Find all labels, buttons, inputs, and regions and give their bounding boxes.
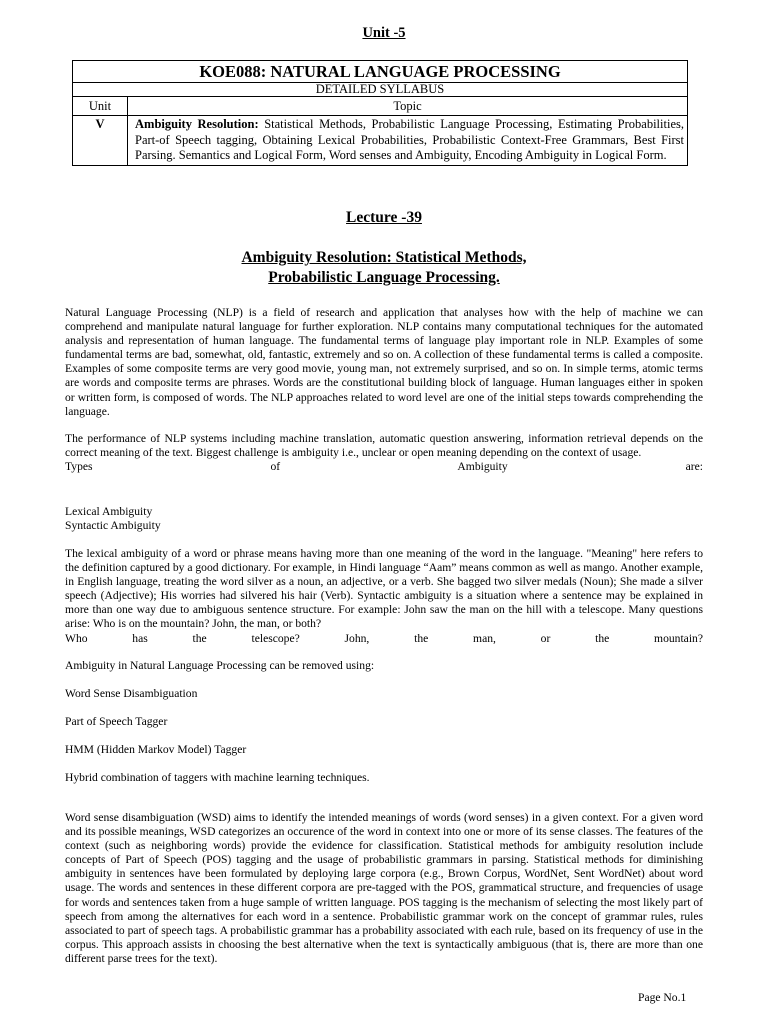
paragraph-text: Ambiguity in Natural Language Processing can be removed using: — [65, 659, 375, 672]
page-number: Page No.1 — [638, 991, 687, 1004]
types-of-ambiguity-line: Types of Ambiguity are: — [65, 460, 703, 474]
paragraph-text: Word sense disambiguation (WSD) aims to identify the intended meanings of words (word senses) in a given context. For a given word and its possible meanings, WSD categorizes an occurence of the word in context into one or more of its sense classes. The features of the context (such as neighboring words) provide the evidence for classification. Statistical methods for ambiguity resolution include concepts of Part of Speech (POS) tagging and the usage of probabilistic grammars in parsing. Statistical methods for diminishing ambiguity in sentences have been formulated by deploying large corpora (e.g., Brown Corpus, WordNet, Sent WordNet) about word usage. The words and sentences in these different corpora are pre-tagged with the POS, grammatical structure, and frequencies of usage for words and sentences taken from a huge sample of written language. POS tagging is the mechanism of selecting the most likely part of speech from among the alternatives for each word in a sentence. Probabilistic grammar work on the concept of grammar rules, rules associated to part of speech tags. A probabilistic grammar has a probability associated with each rule, based on its frequency of use in the corpus. This approach assists in choosing the best alternative when the text is syntactically ambiguous (that is, there are more than one different parse trees for the text). — [65, 811, 703, 965]
list-item: Lexical Ambiguity — [65, 505, 153, 518]
list-item — [65, 715, 703, 729]
removal-method: Word Sense Disambiguation — [65, 687, 198, 700]
unit-number: V — [73, 116, 128, 166]
paragraph-text: Natural Language Processing (NLP) is a field of research and application that analyses how with the help of machine we can comprehend and manipulate natural language for further exploration. NLP contains many computational techniques for the automated analysis and representation of human language. The fundamental terms of language play important role in NLP. Examples of some fundamental terms are bad, somewhat, old, fantastic, extremely and so on. A collection of these fundamental terms is called a composite. Examples of some composite terms are very good movie, young man, not extremely surprised, and so on. In simple terms, atomic terms are words and composite terms are phrases. Words are the constitutional building block of language. Human languages either in spoken or written form, is composed of words. The NLP approaches related to word level are one of the initial steps towards comprehending the language. — [65, 306, 703, 418]
paragraph-wsd — [65, 811, 703, 966]
list-item — [65, 743, 703, 757]
unit-column-header: Unit — [73, 97, 128, 116]
topic-text: Statistical Methods, Probabilistic Language Processing, Estimating Probabilities, Part-of Speech tagging, Obtaining Lexical Probabilities, Probabilistic Context-Free Grammars, Best First Parsing. Semantics and Logical Form, Word senses and Ambiguity, Encoding Ambiguity in Logical Form. — [135, 117, 684, 163]
list-item — [65, 687, 703, 701]
title-line-2: Probabilistic Language Processing. — [268, 269, 500, 286]
removal-method: Hybrid combination of taggers with machine learning techniques. — [65, 771, 370, 784]
unit-heading: Unit -5 — [362, 25, 406, 41]
syllabus-table — [72, 60, 688, 166]
lecture-heading: Lecture -39 — [346, 209, 422, 226]
paragraph-nlp-intro — [65, 306, 703, 419]
table-row — [73, 116, 688, 166]
paragraph-performance — [65, 432, 703, 474]
telescope-question-line: Who has the telescope? John, the man, or the mountain? — [65, 631, 703, 645]
paragraph-lexical-ambiguity — [65, 547, 703, 646]
removal-method: HMM (Hidden Markov Model) Tagger — [65, 743, 247, 756]
lecture-title — [0, 248, 768, 288]
list-item — [65, 771, 703, 785]
topic-cell — [128, 116, 688, 166]
title-line-1: Ambiguity Resolution: Statistical Methods, — [241, 249, 527, 266]
topic-bold-lead: Ambiguity Resolution: — [135, 117, 259, 131]
detailed-syllabus-heading: DETAILED SYLLABUS — [73, 83, 688, 97]
paragraph-text: The performance of NLP systems including machine translation, automatic question answering, information retrieval depends on the correct meaning of the text. Biggest challenge is ambiguity i.e., unclear or open meaning depending on the context of usage. — [65, 432, 703, 460]
course-title: KOE088: NATURAL LANGUAGE PROCESSING — [73, 61, 688, 83]
ambiguity-types-list — [65, 505, 703, 533]
list-item: Syntactic Ambiguity — [65, 519, 161, 533]
removal-method: Part of Speech Tagger — [65, 715, 168, 728]
paragraph-text: The lexical ambiguity of a word or phrase means having more than one meaning of the word in the language. "Meaning" here refers to the definition captured by a good dictionary. For example, in Hindi language “Aam” means common as well as mango. Another example, in English language, treating the word silver as a noun, an adjective, or a verb. She bagged two silver medals (Noun); She made a silver speech (Adjective); His worries had silvered his hair (Verb). Syntactic ambiguity is a situation where a sentence may be explained in more than one way due to ambiguous sentence structure. For example: John saw the man on the hill with a telescope. Many questions arise: Who is on the mountain? John, the man, or both? — [65, 547, 704, 631]
topic-column-header: Topic — [128, 97, 688, 116]
removal-intro — [65, 659, 703, 673]
